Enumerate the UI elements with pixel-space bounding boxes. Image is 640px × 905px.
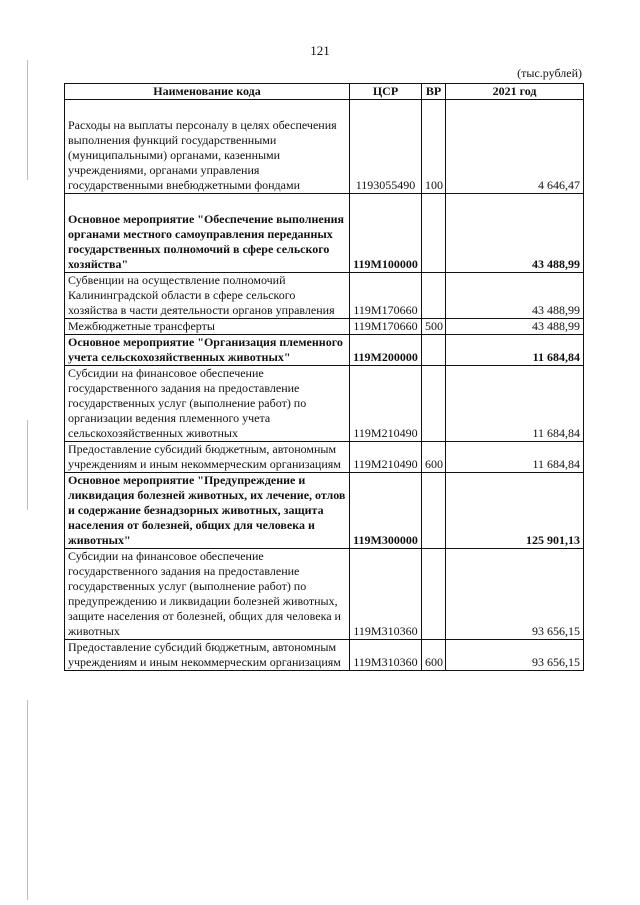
row-vr bbox=[422, 473, 446, 549]
scan-margin-line bbox=[27, 60, 28, 180]
row-csr: 119М200000 bbox=[350, 335, 422, 366]
row-vr bbox=[422, 194, 446, 273]
table-row bbox=[65, 442, 584, 473]
row-vr bbox=[422, 335, 446, 366]
table-row bbox=[65, 194, 584, 273]
row-csr: 119М170660 bbox=[350, 273, 422, 319]
row-csr: 119М210490 bbox=[350, 442, 422, 473]
header-vr: ВР bbox=[422, 84, 446, 100]
row-vr: 100 bbox=[422, 100, 446, 194]
row-amount: 125 901,13 bbox=[446, 473, 584, 549]
row-amount: 11 684,84 bbox=[446, 442, 584, 473]
row-name: Основное мероприятие "Предупреждение и ликвидация болезней животных, их лечение, отлов и содержание безнадзорных животных, защита населения от болезней, общих для человека и животных" bbox=[65, 473, 350, 549]
row-name: Предоставление субсидий бюджетным, автономным учреждениям и иным некоммерческим организациям bbox=[65, 640, 350, 671]
row-vr: 600 bbox=[422, 442, 446, 473]
table-body bbox=[65, 100, 584, 671]
table-row bbox=[65, 319, 584, 335]
row-name: Субсидии на финансовое обеспечение государственного задания на предоставление государственных услуг (выполнение работ) по предупреждению и ликвидации болезней животных, защите населения от болезней, общих для человека и животных bbox=[65, 549, 350, 640]
table-row bbox=[65, 473, 584, 549]
unit-note: (тыс.рублей) bbox=[517, 66, 582, 80]
table-header-row bbox=[65, 84, 584, 100]
row-csr: 1193055490 bbox=[350, 100, 422, 194]
row-vr bbox=[422, 366, 446, 442]
header-year: 2021 год bbox=[446, 84, 584, 100]
row-amount: 11 684,84 bbox=[446, 366, 584, 442]
table-row bbox=[65, 100, 584, 194]
row-vr: 500 bbox=[422, 319, 446, 335]
row-csr: 119М300000 bbox=[350, 473, 422, 549]
table-row bbox=[65, 366, 584, 442]
header-csr: ЦСР bbox=[350, 84, 422, 100]
row-name: Субвенции на осуществление полномочий Калининградской области в сфере сельского хозяйства в части деятельности органов управления bbox=[65, 273, 350, 319]
row-amount: 11 684,84 bbox=[446, 335, 584, 366]
row-name: Основное мероприятие "Организация племенного учета сельскохозяйственных животных" bbox=[65, 335, 350, 366]
row-amount: 93 656,15 bbox=[446, 549, 584, 640]
row-csr: 119М210490 bbox=[350, 366, 422, 442]
row-amount: 43 488,99 bbox=[446, 319, 584, 335]
table-row bbox=[65, 335, 584, 366]
row-amount: 43 488,99 bbox=[446, 273, 584, 319]
table-row bbox=[65, 640, 584, 671]
row-vr bbox=[422, 549, 446, 640]
row-name: Основное мероприятие "Обеспечение выполнения органами местного самоуправления переданных государственных полномочий в сфере сельского хозяйства" bbox=[65, 194, 350, 273]
scan-margin-line bbox=[27, 700, 28, 900]
row-csr: 119М310360 bbox=[350, 640, 422, 671]
row-csr: 119М100000 bbox=[350, 194, 422, 273]
page-number: 121 bbox=[310, 43, 330, 58]
row-vr bbox=[422, 273, 446, 319]
row-vr: 600 bbox=[422, 640, 446, 671]
header-name: Наименование кода bbox=[65, 84, 350, 100]
table-row bbox=[65, 273, 584, 319]
row-name: Предоставление субсидий бюджетным, автономным учреждениям и иным некоммерческим организациям bbox=[65, 442, 350, 473]
row-amount: 4 646,47 bbox=[446, 100, 584, 194]
row-name: Расходы на выплаты персоналу в целях обеспечения выполнения функций государственными (муниципальными) органами, казенными учреждениями, органами управления государственными внебюджетными фондами bbox=[65, 100, 350, 194]
table-row bbox=[65, 549, 584, 640]
budget-table bbox=[64, 83, 584, 671]
row-amount: 93 656,15 bbox=[446, 640, 584, 671]
row-csr: 119М170660 bbox=[350, 319, 422, 335]
row-csr: 119М310360 bbox=[350, 549, 422, 640]
row-name: Межбюджетные трансферты bbox=[65, 319, 350, 335]
row-amount: 43 488,99 bbox=[446, 194, 584, 273]
scan-margin-line bbox=[27, 420, 28, 510]
row-name: Субсидии на финансовое обеспечение государственного задания на предоставление государственных услуг (выполнение работ) по организации ведения племенного учета сельскохозяйственных животных bbox=[65, 366, 350, 442]
